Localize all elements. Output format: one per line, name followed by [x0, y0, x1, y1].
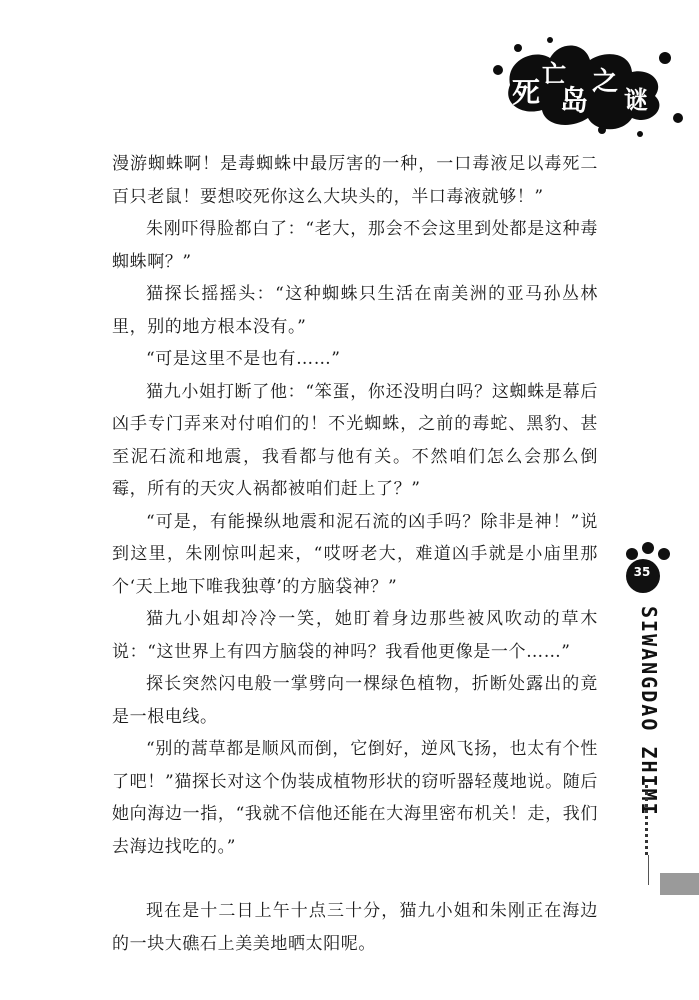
paragraph: 猫九小姐打断了他：“笨蛋，你还没明白吗？这蜘蛛是幕后凶手专门弄来对付咱们的！不光蜘蛛，之前的毒蛇、黑豹、甚至泥石流和地震，我看都与他有关。不然咱们怎么会那么倒霉，所有的天灾人祸都被咱们赶上了？”: [112, 381, 598, 499]
ink-splash-logo: [490, 30, 690, 140]
paragraph: 漫游蜘蛛啊！是毒蜘蛛中最厉害的一种，一口毒液足以毒死二百只老鼠！要想咬死你这么大块头的，半口毒液就够！”: [112, 154, 598, 207]
title-char: 死: [512, 76, 541, 109]
paragraph: 探长突然闪电般一掌劈向一棵绿色植物，折断处露出的竟是一根电线。: [112, 674, 598, 727]
side-divider-line: [648, 855, 649, 885]
dotted-divider: [645, 785, 652, 855]
paragraph: 猫九小姐却冷冷一笑，她盯着身边那些被风吹动的草木说：“这世界上有四方脑袋的神吗？我看他更像是一个……”: [112, 609, 598, 662]
paragraph: “可是这里不是也有……”: [146, 349, 341, 369]
title-char: 岛: [560, 84, 589, 117]
paragraph: 猫探长摇摇头：“这种蜘蛛只生活在南美洲的亚马孙丛林里，别的地方根本没有。”: [112, 284, 598, 337]
title-char: 谜: [624, 86, 648, 114]
page-edge-tab: [660, 873, 699, 895]
paragraph: 现在是十二日上午十点三十分，猫九小姐和朱刚正在海边的一块大礁石上美美地晒太阳呢。: [112, 901, 598, 954]
paragraph: “别的蒿草都是顺风而倒，它倒好，逆风飞扬，也太有个性了吧！”猫探长对这个伪装成植物形状的窃听器轻蔑地说。随后她向海边一指，“我就不信他还能在大海里密布机关！走，我们去海边找吃的。”: [112, 739, 598, 857]
title-char: 之: [592, 67, 619, 97]
title-char: 亡: [542, 60, 566, 88]
paragraph: “可是，有能操纵地震和泥石流的凶手吗？除非是神！”说到这里，朱刚惊叫起来，“哎呀老大，难道凶手就是小庙里那个‘天上地下唯我独尊’的方脑袋神？”: [112, 511, 598, 597]
paragraph: 朱刚吓得脸都白了：“老大，那会不会这里到处都是这种毒蜘蛛啊？”: [112, 219, 598, 272]
page-number: 35: [633, 565, 651, 579]
story-text: [112, 148, 598, 960]
series-title-vertical: SIWANGDAO ZHIMI: [637, 606, 661, 817]
book-title-logo: [490, 30, 690, 140]
